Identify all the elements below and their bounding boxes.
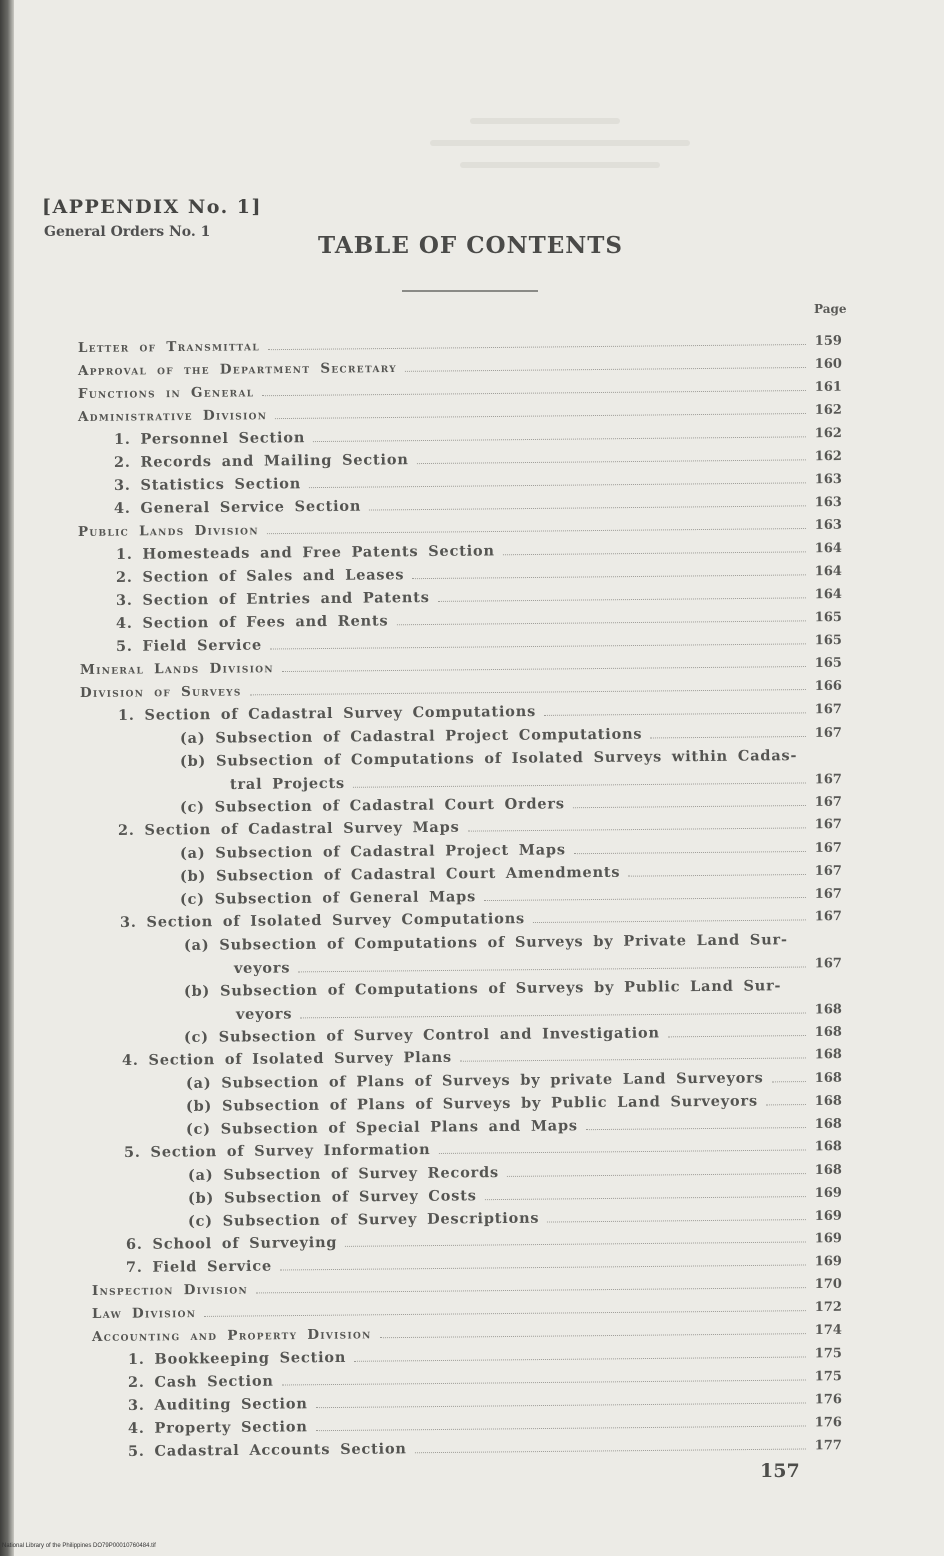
toc-entry-label: 3. Section of Entries and Patents: [115, 588, 430, 609]
toc-entry-page: 167: [814, 909, 842, 925]
toc-entry-label: 1. Homesteads and Free Patents Section: [115, 542, 495, 563]
dot-leader: [668, 1035, 806, 1037]
dot-leader: [503, 551, 806, 555]
toc-entry-page: 170: [814, 1276, 842, 1293]
bleed-through-mark: [460, 162, 660, 168]
general-orders-label: General Orders No. 1: [44, 224, 211, 240]
toc-entry-label: (c) Subsection of Survey Control and Investigation: [183, 1024, 660, 1046]
toc-entry-label: 5. Section of Survey Information: [123, 1141, 431, 1161]
toc-entry-page: 165: [814, 655, 842, 671]
toc-entry-label: Public Lands Division: [77, 522, 259, 540]
toc-entry-page: 162: [814, 449, 842, 465]
toc-entry-label: (b) Subsection of Survey Costs: [187, 1187, 477, 1207]
toc-entry-page: 166: [814, 678, 842, 694]
dot-leader: [485, 1196, 806, 1200]
toc-entry-label: Approval of the Department Secretary: [77, 359, 398, 379]
toc-entry-label: Inspection Division: [91, 1281, 249, 1299]
toc-entry-page: 162: [814, 402, 842, 418]
page-number: 157: [760, 1460, 800, 1482]
toc-entry-page: 163: [814, 517, 842, 533]
toc-entry-page: 159: [814, 333, 842, 349]
toc-entry-label: Functions in General: [77, 384, 255, 402]
toc-entry-page: 163: [814, 495, 842, 511]
toc-entry-page: 176: [814, 1392, 842, 1408]
toc-entry-label: Mineral Lands Division: [79, 660, 274, 678]
toc-entry-page: 167: [814, 725, 842, 741]
toc-entry-label: 2. Section of Cadastral Survey Maps: [117, 818, 460, 839]
dot-leader: [280, 1264, 806, 1270]
dot-leader: [438, 597, 806, 602]
toc-entry-page: 168: [814, 1070, 842, 1086]
dot-leader: [415, 1448, 806, 1453]
dot-leader: [650, 736, 806, 738]
dot-leader: [772, 1081, 806, 1082]
dot-leader: [268, 344, 806, 350]
toc-entry-label: (c) Subsection of Special Plans and Maps: [185, 1117, 578, 1138]
toc-entry-page: 176: [814, 1415, 842, 1431]
scan-footer: National Library of the Philippines DO79P00010760484.tif: [2, 1543, 156, 1549]
toc-entry-page: 165: [814, 610, 842, 626]
toc-entry-page: 175: [814, 1369, 842, 1385]
dot-leader: [380, 1333, 806, 1338]
dot-leader: [353, 782, 806, 787]
toc-entry-page: 167: [814, 840, 842, 856]
toc-entry-label: (a) Subsection of Plans of Surveys by private Land Surveyors: [185, 1069, 764, 1092]
toc-entry-label: (c) Subsection of Survey Descriptions: [187, 1209, 540, 1230]
bleed-through-mark: [430, 140, 690, 146]
dot-leader: [396, 620, 805, 625]
toc-entry-page: 168: [814, 1024, 842, 1040]
dot-leader: [354, 1356, 806, 1361]
dot-leader: [316, 1425, 806, 1431]
dot-leader: [533, 919, 806, 923]
book-binding-edge: [0, 0, 14, 1556]
toc-entry-label: 4. Property Section: [127, 1418, 308, 1437]
dot-leader: [282, 666, 806, 672]
toc-entry-label: (a) Subsection of Cadastral Project Maps: [179, 841, 566, 862]
page-column-heading: Page: [814, 302, 847, 316]
dot-leader: [766, 1104, 806, 1105]
toc-entry-label: (b) Subsection of Computations of Surveys by Public Land Sur-: [183, 977, 782, 1000]
toc-entry-label: 4. Section of Fees and Rents: [115, 612, 389, 632]
toc-entry-label: 6. School of Surveying: [125, 1233, 338, 1253]
title-rule: [402, 290, 538, 292]
dot-leader: [345, 1241, 806, 1246]
toc-entry-page: 167: [814, 772, 842, 788]
toc-entry-label: (a) Subsection of Survey Records: [187, 1164, 500, 1184]
toc-entry-page: 165: [814, 633, 842, 649]
dot-leader: [300, 1013, 806, 1019]
dot-leader: [369, 505, 806, 510]
toc-entry-page: 175: [814, 1346, 842, 1362]
toc-entry-label: veyors: [235, 1005, 293, 1023]
toc-entry-label: 4. General Service Section: [113, 497, 362, 517]
toc-entry-label: (a) Subsection of Computations of Surveys by Private Land Sur-: [183, 931, 788, 954]
toc-entry-page: 167: [814, 817, 842, 833]
dot-leader: [507, 1173, 806, 1177]
toc-entry-page: 167: [814, 886, 842, 902]
page-title: TABLE OF CONTENTS: [318, 232, 623, 259]
toc-entry-label: 5. Field Service: [115, 636, 263, 655]
toc-entry-page: 164: [814, 564, 842, 580]
toc-entry-page: 168: [814, 1139, 842, 1155]
dot-leader: [316, 1402, 806, 1408]
dot-leader: [544, 712, 806, 716]
toc-entry-page: 164: [814, 587, 842, 603]
toc-entry-label: 2. Section of Sales and Leases: [115, 566, 405, 586]
dot-leader: [574, 851, 806, 854]
toc-entry-page: 169: [814, 1231, 842, 1247]
appendix-heading: [APPENDIX No. 1]: [42, 196, 263, 218]
dot-leader: [256, 1287, 806, 1293]
toc-entry-label: 3. Section of Isolated Survey Computations: [119, 910, 526, 931]
toc-entry-page: 168: [814, 1162, 842, 1178]
toc-entry-label: 3. Statistics Section: [113, 475, 302, 494]
toc-entry-page: 172: [814, 1299, 842, 1316]
toc-entry-label: (b) Subsection of Computations of Isolated Surveys within Cadas-: [179, 747, 798, 770]
toc-entry-page: 160: [814, 356, 842, 372]
toc-entry-label: 4. Section of Isolated Survey Plans: [121, 1048, 453, 1069]
toc-entry-page: 162: [814, 426, 842, 442]
toc-entry-page: 163: [814, 472, 842, 488]
toc-entry-label: 3. Auditing Section: [127, 1395, 308, 1414]
toc-entry-label: 1. Bookkeeping Section: [127, 1348, 347, 1368]
dot-leader: [468, 827, 806, 831]
toc-entry-page: 167: [814, 702, 842, 718]
dot-leader: [270, 643, 806, 649]
toc-entry-label: Law Division: [91, 1304, 197, 1322]
toc-entry-label: (c) Subsection of Cadastral Court Orders: [179, 795, 565, 816]
toc-entry-page: 169: [814, 1208, 842, 1224]
toc-entry-page: 161: [814, 379, 842, 395]
dot-leader: [484, 897, 806, 901]
bleed-through-mark: [470, 118, 620, 124]
dot-leader: [313, 436, 806, 442]
dot-leader: [309, 482, 806, 488]
toc-entry-label: 7. Field Service: [125, 1257, 273, 1276]
toc-entry-label: Division of Surveys: [79, 683, 242, 701]
toc-entry-page: 167: [814, 956, 842, 972]
toc-entry-label: veyors: [233, 959, 291, 977]
toc-entry-label: 5. Cadastral Accounts Section: [127, 1440, 407, 1460]
toc-entry-label: Letter of Transmittal: [77, 338, 260, 356]
toc-entry-label: (a) Subsection of Cadastral Project Computations: [179, 725, 643, 747]
toc-entry-page: 174: [814, 1322, 842, 1339]
toc-entry-label: 2. Records and Mailing Section: [113, 451, 409, 471]
dot-leader: [298, 967, 806, 973]
toc-entry-label: 1. Personnel Section: [113, 429, 306, 448]
dot-leader: [204, 1310, 806, 1317]
toc-entry-page: 167: [814, 794, 842, 810]
toc-entry-label: Administrative Division: [77, 407, 268, 425]
toc-entry-page: 168: [814, 1116, 842, 1132]
toc-entry-page: 169: [814, 1185, 842, 1201]
toc-entry-page: 164: [814, 541, 842, 557]
dot-leader: [628, 874, 806, 877]
dot-leader: [412, 574, 806, 579]
toc-entry-label: (c) Subsection of General Maps: [179, 888, 477, 908]
dot-leader: [405, 367, 806, 372]
dot-leader: [438, 1149, 805, 1154]
dot-leader: [275, 413, 806, 419]
toc-entry-page: 169: [814, 1254, 842, 1270]
dot-leader: [586, 1127, 806, 1130]
dot-leader: [547, 1219, 806, 1222]
dot-leader: [262, 390, 806, 396]
toc-entry-label: (b) Subsection of Cadastral Court Amendments: [179, 863, 621, 885]
toc-entry-label: 2. Cash Section: [127, 1372, 274, 1391]
toc-entry-page: 177: [814, 1438, 842, 1454]
toc-entry-page: 167: [814, 863, 842, 879]
toc-entry-label: 1. Section of Cadastral Survey Computations: [117, 702, 537, 724]
dot-leader: [267, 528, 806, 534]
dot-leader: [250, 689, 806, 695]
dot-leader: [460, 1057, 806, 1061]
dot-leader: [417, 459, 806, 464]
toc-entry-label: (b) Subsection of Plans of Surveys by Public Land Surveyors: [185, 1092, 758, 1115]
toc-entry-label: Accounting and Property Division: [91, 1326, 372, 1345]
toc-entry-page: 168: [814, 1002, 842, 1018]
toc-entry-page: 168: [814, 1093, 842, 1109]
dot-leader: [573, 805, 806, 808]
toc-entry-label: tral Projects: [229, 774, 346, 793]
dot-leader: [282, 1379, 806, 1385]
toc-entry-page: 168: [814, 1047, 842, 1063]
